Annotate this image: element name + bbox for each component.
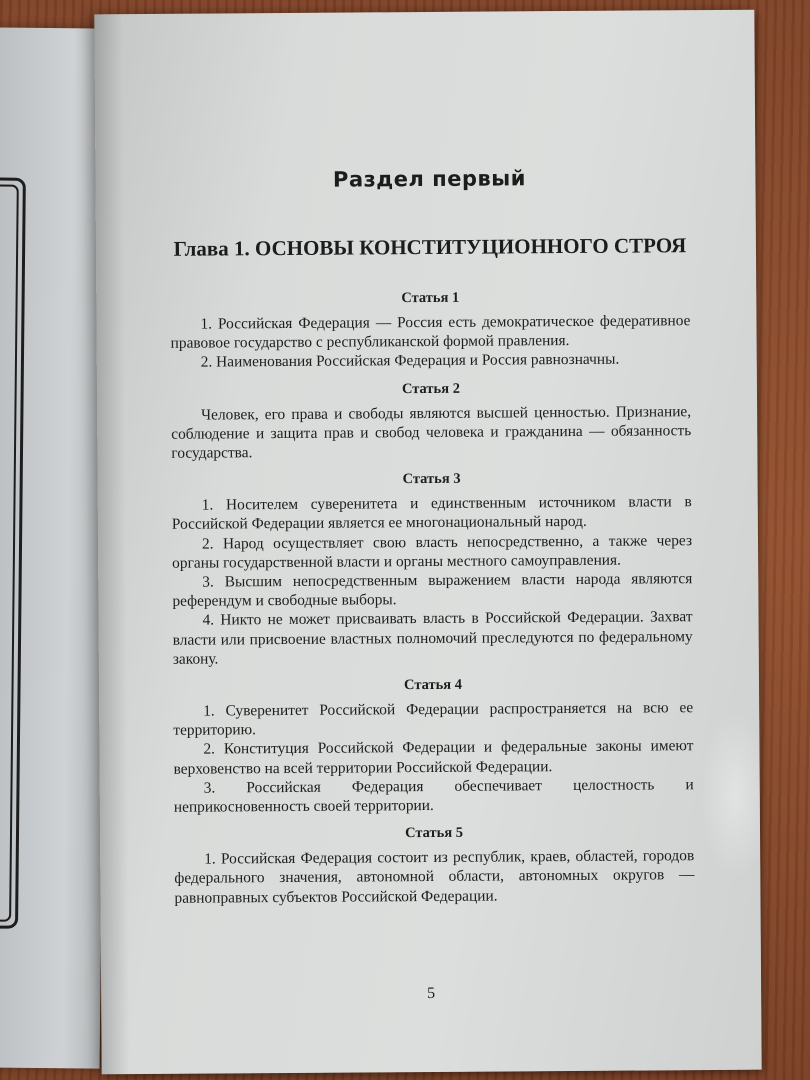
section-title: Раздел первый (332, 166, 527, 192)
article-paragraph: 2. Народ осуществляет свою власть непосредственно, а также через органы государственной власти и органы местного самоуправления. (172, 531, 693, 572)
article-title: Статья 2 (401, 380, 460, 397)
article-3 (172, 469, 693, 668)
article-paragraph: 3. Российская Федерация обеспечивает целостность и неприкосновенность своей территории. (173, 776, 694, 816)
article-title: Статья 1 (401, 289, 460, 307)
article-4 (173, 675, 694, 817)
book-page (94, 10, 761, 1075)
article-1 (170, 288, 691, 372)
article-title: Статья 3 (402, 470, 461, 488)
article-paragraph: 1. Суверенитет Российской Федерации распространяется на всю ее территорию. (173, 699, 694, 740)
article-paragraph: 2. Конституция Российской Федерации и федеральные законы имеют верховенство на всей территории Российской Федерации. (173, 737, 694, 778)
article-paragraph: Человек, его права и свободы являются высшей ценностью. Признание, соблюдение и защита прав и свобод человека и гражданина — обязанность государства. (171, 402, 692, 462)
article-paragraph: 1. Российская Федерация — Россия есть демократическое федеративное правовое государство с республиканской формой правления. (170, 312, 691, 352)
left-page-border-frame (0, 177, 26, 929)
article-paragraph: 4. Никто не может присваивать власть в Российской Федерации. Захват власти или присвоение властных полномочий преследуются по федеральному закону. (172, 608, 693, 668)
page-number: 5 (427, 984, 436, 1003)
chapter-prefix: Глава 1. (173, 236, 250, 261)
page-content (169, 165, 694, 907)
chapter-title (170, 233, 690, 262)
chapter-name: ОСНОВЫ КОНСТИТУЦИОННОГО СТРОЯ (254, 233, 687, 261)
article-paragraph: 1. Российская Федерация состоит из республик, краев, областей, городов федерального значения, автономной области, автономных округов — равноправных субъектов Российской Федерации. (174, 847, 695, 907)
article-5 (174, 823, 695, 907)
article-paragraph: 3. Высшим непосредственным выражением власти народа являются референдум и свободные выборы. (172, 570, 693, 611)
article-paragraph: 1. Носителем суверенитета и единственным источником власти в Российской Федерации является ее многонациональный народ. (171, 493, 692, 534)
article-2 (171, 379, 692, 463)
page-gutter-shadow (94, 14, 129, 1074)
article-paragraph: 2. Наименования Российская Федерация и Россия равнозначны. (200, 351, 620, 371)
article-title: Статья 4 (403, 676, 463, 694)
article-title: Статья 5 (404, 825, 464, 842)
water-spot (699, 710, 760, 880)
left-facing-page (0, 27, 110, 1068)
